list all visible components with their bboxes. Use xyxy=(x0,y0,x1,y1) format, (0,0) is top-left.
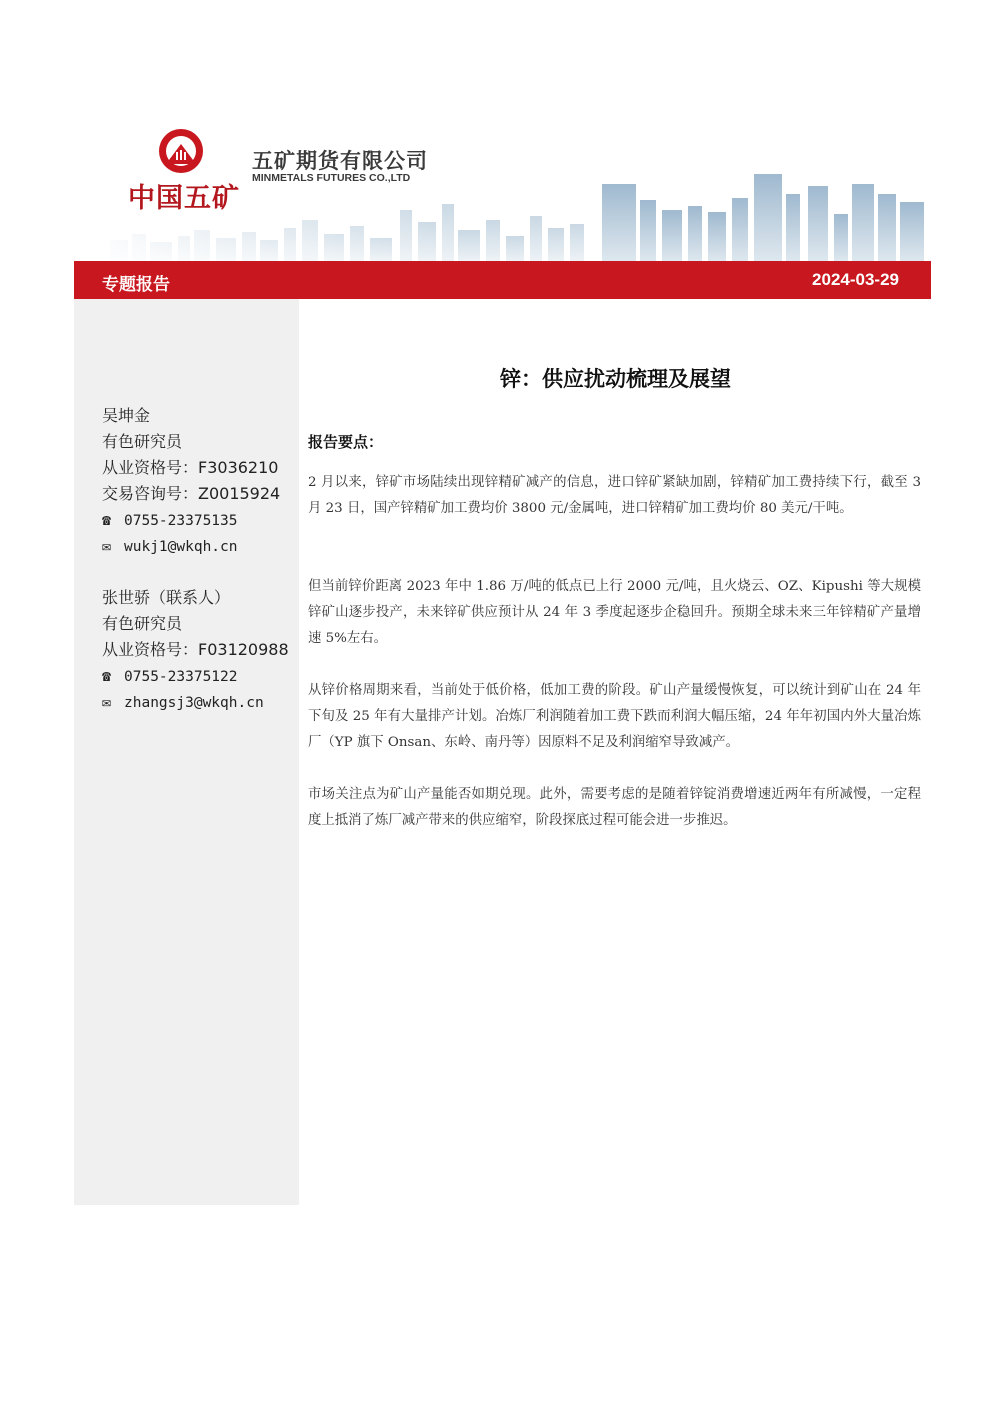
author-phone-row xyxy=(102,663,289,689)
author-license: 从业资格号：F3036210 xyxy=(102,458,279,477)
author-card xyxy=(102,585,289,715)
author-role: 有色研究员 xyxy=(102,432,183,451)
author-role: 有色研究员 xyxy=(102,614,183,633)
phone-icon: ☎ xyxy=(102,667,112,685)
report-type-label: 专题报告 xyxy=(102,275,170,295)
logo-text: 中国五矿 xyxy=(128,183,240,214)
report-banner xyxy=(74,261,931,299)
email-icon: ✉ xyxy=(102,693,112,711)
company-name-cn: 五矿期货有限公司 xyxy=(252,149,428,173)
paragraph: 2 月以来，锌矿市场陆续出现锌精矿减产的信息，进口锌矿紧缺加剧，锌精矿加工费持续下行，截至 3 月 23 日，国产锌精矿加工费均价 3800 元/金属吨，进口锌精矿加工费均价 80 美元/干吨。 xyxy=(308,475,921,516)
header xyxy=(0,0,992,260)
author-phone-row xyxy=(102,507,280,533)
author-email-row xyxy=(102,689,289,715)
author-email[interactable]: zhangsj3@wkqh.cn xyxy=(124,695,264,711)
author-name: 吴坤金 xyxy=(102,406,151,425)
author-phone: 0755-23375122 xyxy=(124,669,238,685)
company-name-en: MINMETALS FUTURES CO.,LTD xyxy=(252,172,411,184)
report-title: 锌：供应扰动梳理及展望 xyxy=(500,367,731,391)
paragraph: 从锌价格周期来看，当前处于低价格，低加工费的阶段。矿山产量缓慢恢复，可以统计到矿山在 24 年下旬及 25 年有大量排产计划。冶炼厂利润随着加工费下跌而利润大幅压缩，24 年年初国内外大量冶炼厂（YP 旗下 Onsan、东岭、南丹等）因原料不足及利润缩窄导致减产。 xyxy=(308,683,921,750)
author-email[interactable]: wukj1@wkqh.cn xyxy=(124,539,238,555)
author-card xyxy=(102,403,280,559)
phone-icon: ☎ xyxy=(102,511,112,529)
author-consult-number: 交易咨询号：Z0015924 xyxy=(102,484,281,503)
paragraph: 市场关注点为矿山产量能否如期兑现。此外，需要考虑的是随着锌锭消费增速近两年有所减慢，一定程度上抵消了炼厂减产带来的供应缩窄，阶段探底过程可能会进一步推迟。 xyxy=(308,787,921,828)
author-name: 张世骄（联系人） xyxy=(102,588,231,607)
email-icon: ✉ xyxy=(102,537,112,555)
report-date: 2024-03-29 xyxy=(812,270,899,289)
keypoints-heading: 报告要点： xyxy=(308,433,384,451)
author-license: 从业资格号：F03120988 xyxy=(102,640,289,659)
author-phone: 0755-23375135 xyxy=(124,513,238,529)
author-email-row xyxy=(102,533,280,559)
paragraph: 但当前锌价距离 2023 年中 1.86 万/吨的低点已上行 2000 元/吨，且火烧云、OZ、Kipushi 等大规模锌矿山逐步投产，未来锌矿供应预计从 24 年 3 季度起逐步企稳回升。预期全球未来三年锌精矿产量增速 5%左右。 xyxy=(308,579,921,646)
author-sidebar xyxy=(74,299,299,1205)
minmetals-emblem-icon xyxy=(158,128,204,174)
